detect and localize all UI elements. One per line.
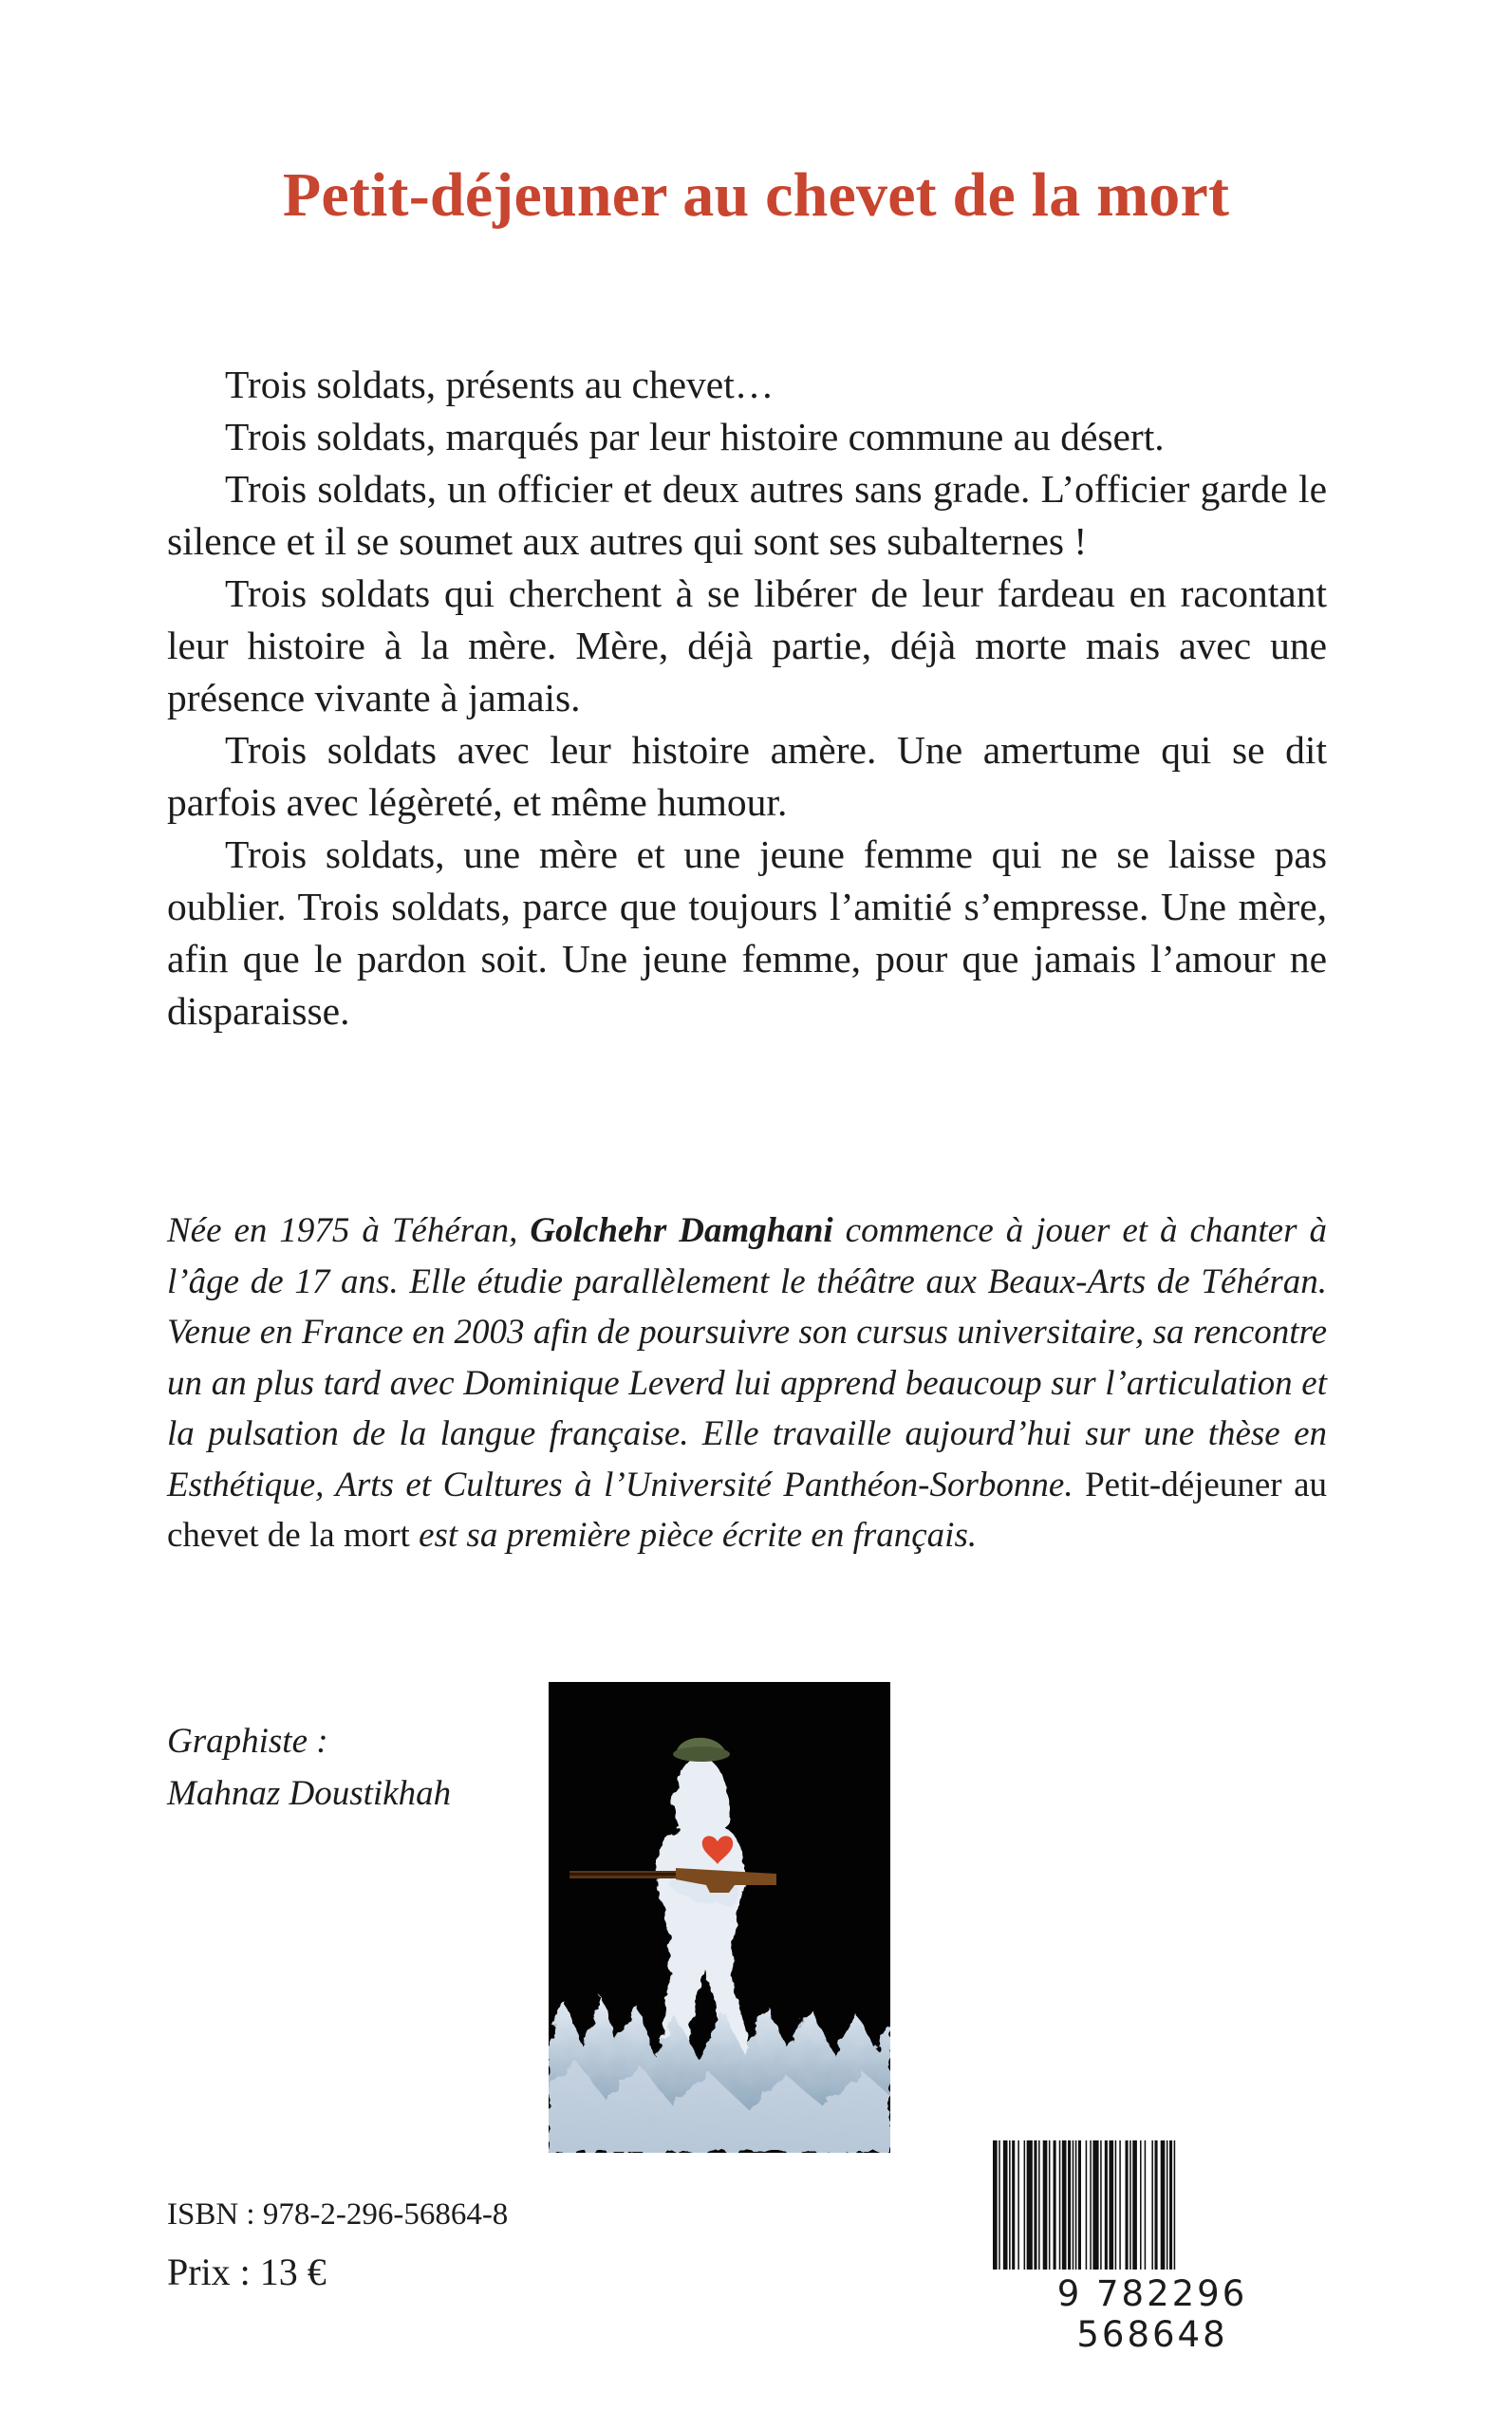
barcode-bar [1167,2140,1168,2270]
barcode-bar [1059,2140,1061,2270]
author-name: Golchehr Damghani [530,1211,833,1250]
bio-text: est sa première pièce écrite en français. [409,1516,978,1555]
book-title: Petit-déjeuner au chevet de la mort [282,160,1230,230]
soldier-illustration [549,1682,890,2153]
barcode-bar [1100,2140,1102,2270]
barcode-bar [1140,2140,1142,2270]
barcode-bar [1151,2140,1153,2270]
barcode-bar [1145,2140,1147,2270]
barcode-bar [1027,2140,1033,2270]
bio-text: commence à jouer et à chanter à l’âge de 17 ans. Elle étudie parallèlement le théâtre aux Beaux-Arts de Téhéran. Venue en France en 2003 afin de poursuivre son cursus universitaire, sa rencontre un an plus tard avec Dominique Leverd lui apprend beaucoup sur l’articulation et la pulsation de la langue française. Elle travaille aujourd’hui sur une thèse en Esthétique, Arts et Cultures à l’Université Panthéon-Sorbonne. [167,1211,1327,1504]
barcode-bar [1126,2140,1129,2270]
barcode-bar [1073,2140,1074,2270]
isbn: ISBN : 978-2-296-56864-8 [167,2197,509,2232]
blurb-paragraph: Trois soldats, présents au chevet… [225,363,775,406]
blurb-paragraph: Trois soldats avec leur histoire amère. Une amertume qui se dit parfois avec légèreté, et même humour. [167,728,1327,824]
barcode-bar [1169,2140,1172,2270]
back-cover-blurb [167,359,1327,1037]
barcode-bar [1174,2140,1176,2270]
barcode-bar [1161,2140,1166,2270]
barcode-bar [1054,2140,1056,2270]
bio-text: Née en 1975 à Téhéran, [167,1211,531,1250]
barcode-bar [1049,2140,1051,2270]
barcode-bar [999,2140,1000,2270]
graphic-designer-label: Graphiste : [167,1722,328,1761]
barcode-bar [1017,2140,1019,2270]
barcode-bar [1075,2140,1077,2270]
barcode-bar [1009,2140,1011,2270]
barcode-bars [987,2140,1317,2273]
barcode-bar [1119,2140,1121,2270]
barcode-bar [1078,2140,1081,2270]
author-bio [167,1205,1327,1561]
barcode-bar [1034,2140,1036,2270]
barcode-bar [1062,2140,1067,2270]
barcode-bar [1003,2140,1008,2270]
price: Prix : 13 € [167,2251,327,2293]
barcode-bar [1115,2140,1117,2270]
barcode-bar [1092,2140,1098,2270]
barcode-bar [1105,2140,1108,2270]
barcode-bar [1155,2140,1158,2270]
barcode-bar [1129,2140,1131,2270]
barcode-bar [1109,2140,1113,2270]
barcode-number: 9 782296 568648 [1056,2273,1248,2355]
barcode-bar [1132,2140,1137,2270]
barcode-bar [1068,2140,1071,2270]
blurb-paragraph: Trois soldats, un officier et deux autres sans grade. L’officier garde le silence et il se soumet aux autres qui sont ses subalternes ! [167,467,1327,563]
bio-title-reference: Petit-déjeuner au chevet de la mort [167,1465,1327,1555]
barcode-bar [1012,2140,1015,2270]
barcode-bar [1086,2140,1088,2270]
blurb-paragraph: Trois soldats, marqués par leur histoire commune au désert. [225,415,1165,458]
barcode-bar [1043,2140,1048,2270]
blurb-paragraph: Trois soldats qui cherchent à se libérer de leur fardeau en racontant leur histoire à la mère. Mère, déjà partie, déjà morte mais avec une présence vivante à jamais. [167,571,1327,719]
barcode-bar [1090,2140,1092,2270]
barcode-bar [1038,2140,1040,2270]
barcode [987,2140,1317,2355]
barcode-bar [993,2140,998,2270]
cover-illustration [549,1682,890,2153]
barcode-bar [1024,2140,1026,2270]
blurb-paragraph: Trois soldats, une mère et une jeune femme qui ne se laisse pas oublier. Trois soldats, parce que toujours l’amitié s’empresse. Une mère, afin que le pardon soit. Une jeune femme, pour que jamais l’amour ne disparaisse. [167,832,1327,1033]
graphic-designer-name: Mahnaz Doustikhah [167,1774,452,1813]
